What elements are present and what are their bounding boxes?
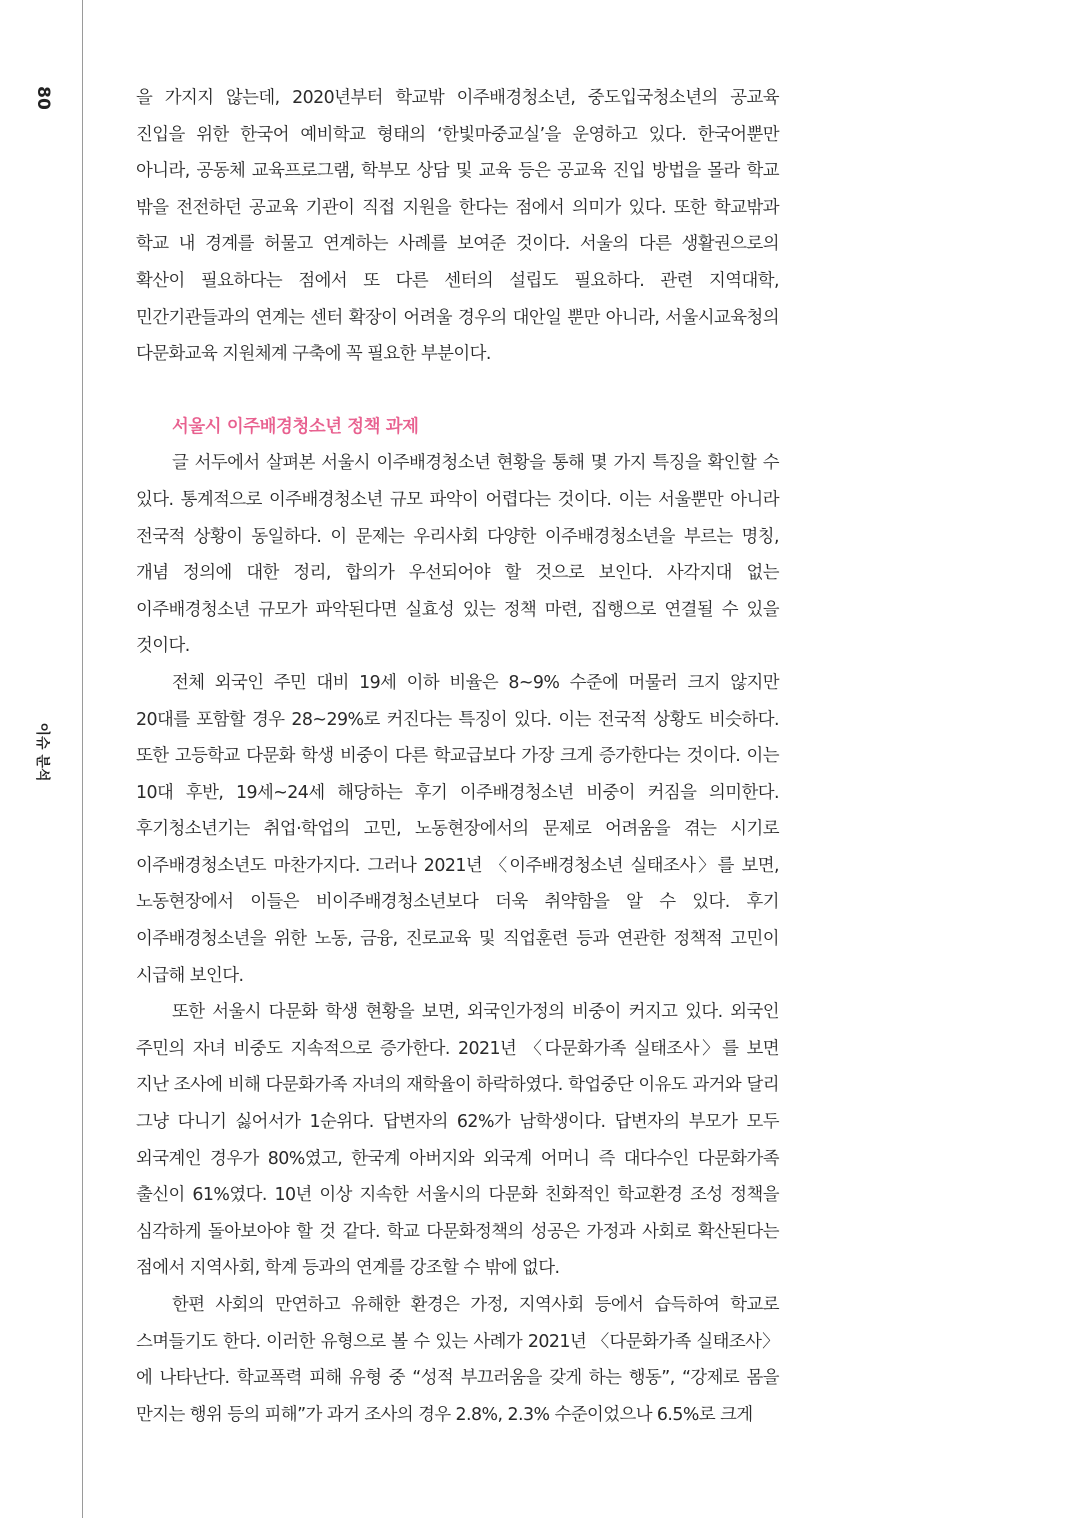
page-number: 80 — [33, 86, 53, 110]
paragraph-3: 또한 서울시 다문화 학생 현황을 보면, 외국인가정의 비중이 커지고 있다. 외국인 주민의 자녀 비중도 지속적으로 증가한다. 2021년 〈다문화가족 실태조사〉를 보면 지난 조사에 비해 다문화가족 자녀의 재학율이 하락하였다. 학업중단 이유도 과거와 달리 그냥 다니기 싫어서가 1순위다. 답변자의 62%가 남학생이다. 답변자의 부모가 모두 외국계인 경우가 80%였고, 한국계 아버지와 외국계 어머니 즉 대다수인 다문화가족 출신이 61%였다. 10년 이상 지속한 서울시의 다문화 친화적인 학교환경 조성 정책을 심각하게 돌아보아야 할 것 같다. 학교 다문화정책의 성공은 가정과 사회로 확산된다는 점에서 지역사회, 학계 등과의 연계를 강조할 수 밖에 없다. — [136, 1002, 779, 1279]
section-heading: 서울시 이주배경청소년 정책 과제 — [172, 416, 419, 437]
paragraph-intro: 을 가지지 않는데, 2020년부터 학교밖 이주배경청소년, 중도입국청소년의 공교육 진입을 위한 한국어 예비학교 형태의 ‘한빛마중교실’을 운영하고 있다. 한국어뿐만 아니라, 공동체 교육프로그램, 학부모 상담 및 교육 등은 공교육 진입 방법을 몰라 학교 밖을 전전하던 공교육 기관이 직접 지원을 한다는 점에서 의미가 있다. 또한 학교밖과 학교 내 경계를 허물고 연계하는 사례를 보여준 것이다. 서울의 다른 생활권으로의 확산이 필요하다는 점에서 또 다른 센터의 설립도 필요하다. 관련 지역대학, 민간기관들과의 연계는 센터 확장이 어려울 경우의 대안일 뿐만 아니라, 서울시교육청의 다문화교육 지원체계 구축에 꼭 필요한 부분이다. — [136, 88, 779, 365]
paragraph-1: 글 서두에서 살펴본 서울시 이주배경청소년 현황을 통해 몇 가지 특징을 확인할 수 있다. 통계적으로 이주배경청소년 규모 파악이 어렵다는 것이다. 이는 서울뿐만 아니라 전국적 상황이 동일하다. 이 문제는 우리사회 다양한 이주배경청소년을 부르는 명칭, 개념 정의에 대한 정리, 합의가 우선되어야 할 것으로 보인다. 사각지대 없는 이주배경청소년 규모가 파악된다면 실효성 있는 정책 마련, 집행으로 연결될 수 있을 것이다. — [136, 453, 779, 657]
paragraph-2: 전체 외국인 주민 대비 19세 이하 비율은 8~9% 수준에 머물러 크지 않지만 20대를 포함할 경우 28~29%로 커진다는 특징이 있다. 이는 전국적 상황도 비슷하다. 또한 고등학교 다문화 학생 비중이 다른 학교급보다 가장 크게 증가한다는 것이다. 이는 10대 후반, 19세~24세 해당하는 후기 이주배경청소년 비중이 커짐을 의미한다. 후기청소년기는 취업·학업의 고민, 노동현장에서의 문제로 어려움을 겪는 시기로 이주배경청소년도 마찬가지다. 그러나 2021년 〈이주배경청소년 실태조사〉를 보면, 노동현장에서 이들은 비이주배경청소년보다 더욱 취약함을 알 수 있다. 후기 이주배경청소년을 위한 노동, 금융, 진로교육 및 직업훈련 등과 연관한 정책적 고민이 시급해 보인다. — [136, 672, 779, 986]
margin-divider — [82, 0, 83, 1518]
paragraph-4: 한편 사회의 만연하고 유해한 환경은 가정, 지역사회 등에서 습득하여 학교로 스며들기도 한다. 이러한 유형으로 볼 수 있는 사례가 2021년 〈다문화가족 실태조사〉에 나타난다. 학교폭력 피해 유형 중 “성적 부끄러움을 갖게 하는 행동”, “강제로 몸을 만지는 행위 등의 피해”가 과거 조사의 경우 2.8%, 2.3% 수준이었으나 6.5%로 크게 — [136, 1295, 779, 1425]
section-label: 이슈 분석 — [34, 722, 50, 782]
article-body — [136, 80, 779, 1433]
